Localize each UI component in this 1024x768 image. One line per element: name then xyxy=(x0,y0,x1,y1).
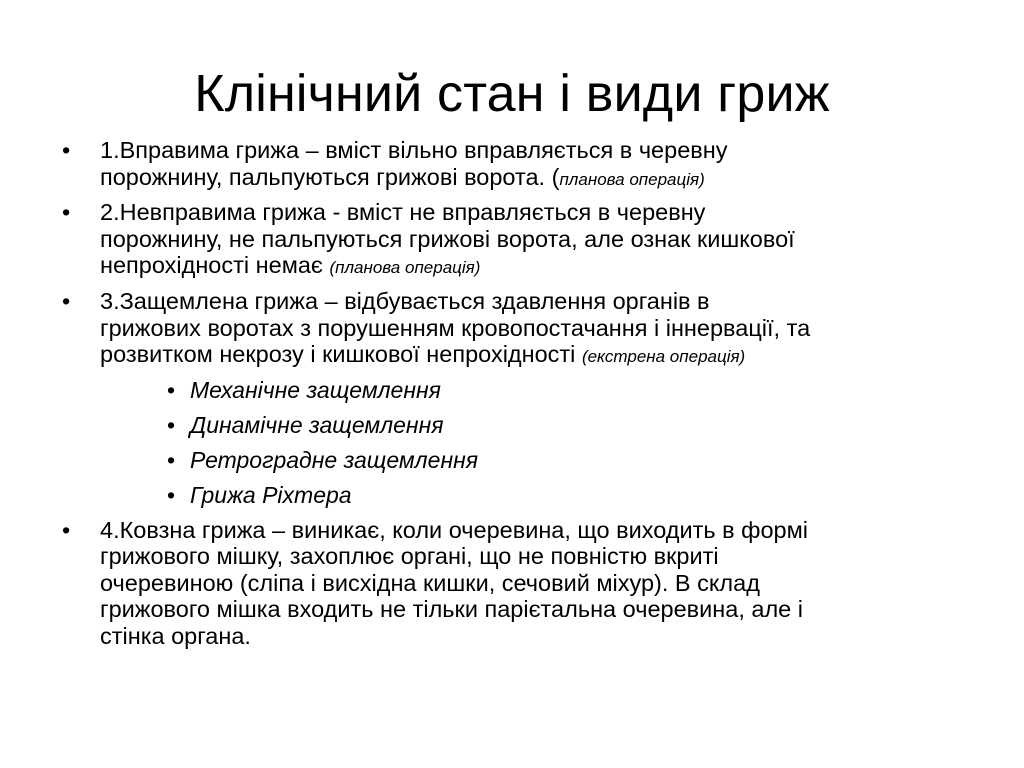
bullet-dot: • xyxy=(62,287,71,314)
item-line: непрохідності немає xyxy=(100,252,330,279)
bullet-dot: • xyxy=(62,137,71,163)
slide-title: Клінічний стан і види гриж xyxy=(194,65,830,123)
bullet-dot: • xyxy=(167,481,176,508)
item-line: стінка органа. xyxy=(100,623,251,650)
item-line: грижового мішка входить не тільки парієтальна очеревина, але і xyxy=(100,596,803,623)
surgery-note: (екстрена операція) xyxy=(581,347,746,367)
sub-item-label: Ретроградне защемлення xyxy=(190,446,479,473)
sub-item-mechanical xyxy=(100,377,982,404)
sub-item-retrograde xyxy=(100,447,982,474)
item-line: грижового мішку, захоплює органі, що не повністю вкриті xyxy=(100,543,719,570)
bullet-dot: • xyxy=(62,516,71,543)
list-item-sliding-hernia xyxy=(62,517,982,650)
item-line: порожнину, не пальпуються грижові ворота, але ознак кишкової xyxy=(100,225,795,252)
item-line: грижових воротах з порушенням кровопостачання і іннервації, та xyxy=(100,314,811,341)
item-line: очеревиною (сліпа і висхідна кишки, сечовий міхур). В склад xyxy=(100,569,760,596)
sub-item-label: Механічне защемлення xyxy=(190,376,441,403)
list-item-strangulated-hernia xyxy=(62,288,982,508)
sub-item-label: Грижа Ріхтера xyxy=(190,481,352,508)
sub-item-dynamic xyxy=(100,412,982,439)
surgery-note: планова операція) xyxy=(559,169,705,189)
item-line: 3.Защемлена грижа – відбувається здавлення органів в xyxy=(100,287,710,314)
item-line: 4.Ковзна грижа – виникає, коли очеревина, що виходить в формі xyxy=(100,516,808,543)
bullet-list xyxy=(62,137,982,656)
bullet-dot: • xyxy=(62,199,71,226)
bullet-dot: • xyxy=(167,411,176,438)
item-line: 1.Вправима грижа – вміст вільно вправляється в черевну xyxy=(100,137,728,163)
item-line: порожнину, пальпуються грижові ворота. ( xyxy=(100,163,560,190)
surgery-note: (планова операція) xyxy=(329,258,481,278)
item-line: розвитком некрозу і кишкової непрохідності xyxy=(100,341,582,368)
bullet-dot: • xyxy=(167,376,176,403)
strangulation-types-list xyxy=(100,377,982,509)
list-item-reducible-hernia xyxy=(62,137,982,193)
list-item-irreducible-hernia xyxy=(62,199,982,282)
sub-item-richter xyxy=(100,482,982,509)
bullet-dot: • xyxy=(167,446,176,473)
sub-item-label: Динамічне защемлення xyxy=(190,411,444,438)
item-line: 2.Невправима грижа - вміст не вправляється в черевну xyxy=(100,199,706,226)
